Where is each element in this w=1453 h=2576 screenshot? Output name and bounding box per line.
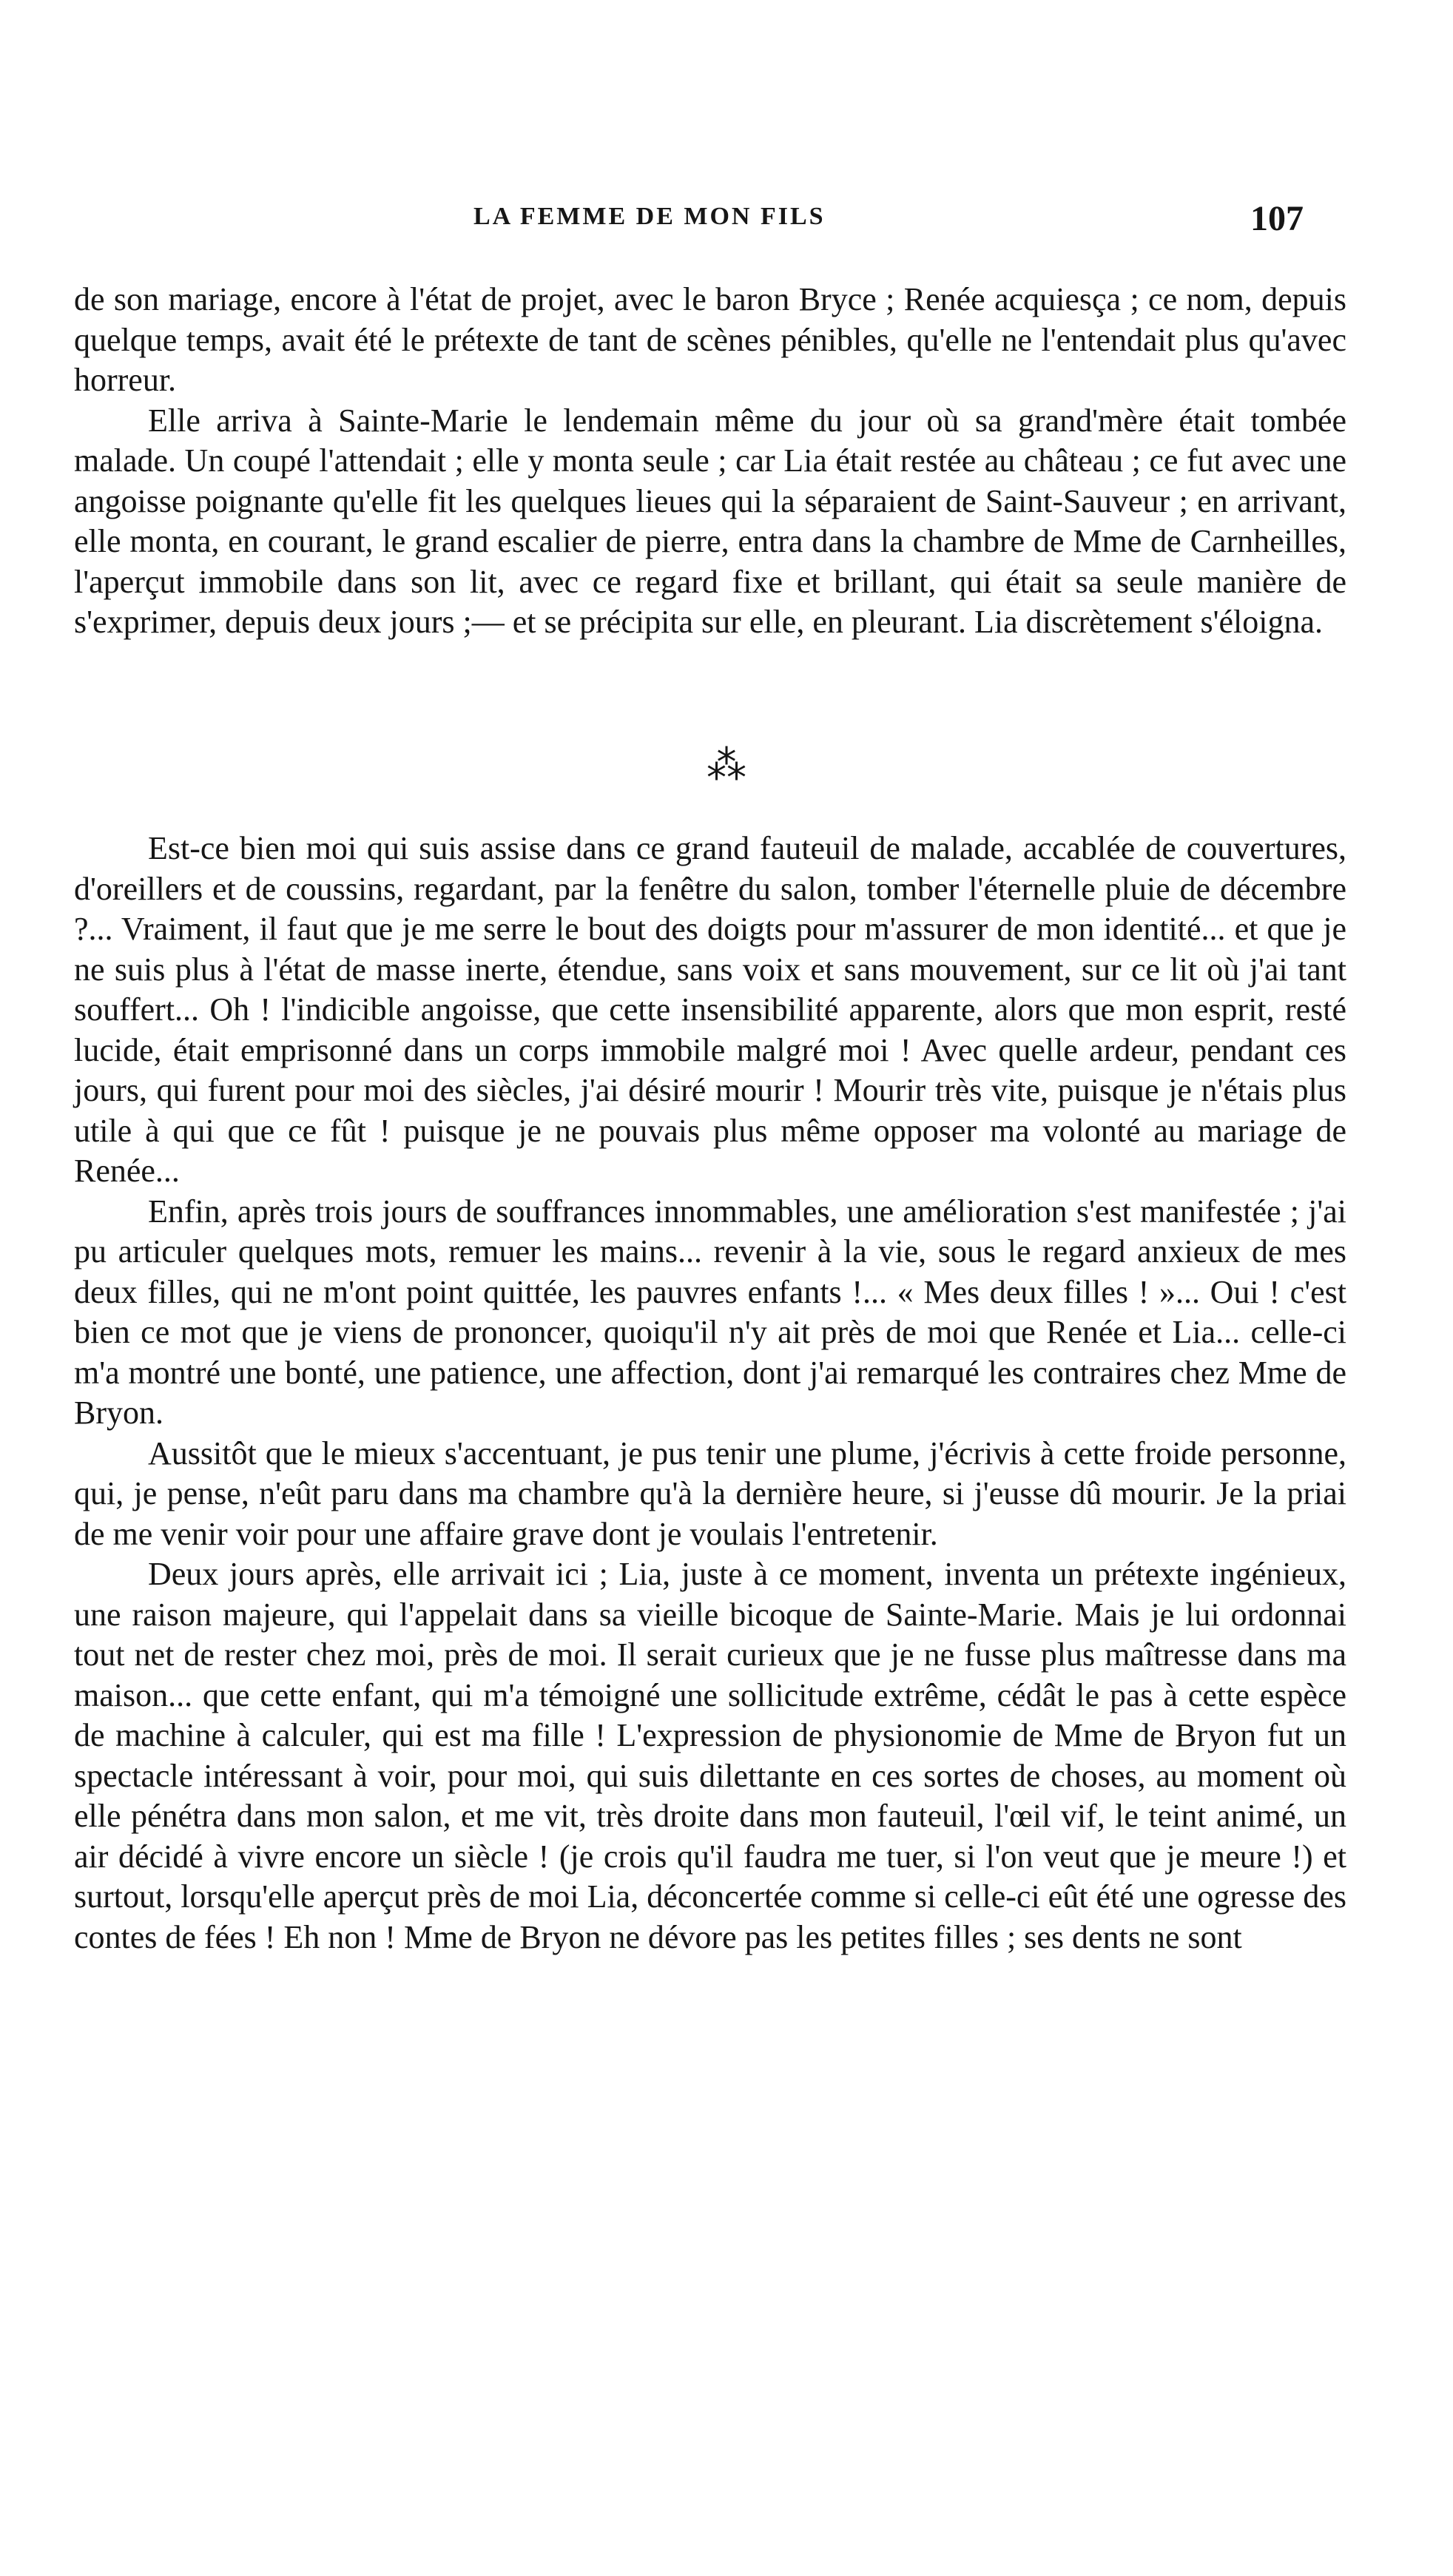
section-break-asterism: ⁂ [707, 744, 746, 788]
paragraph: Deux jours après, elle arrivait ici ; Lia, juste à ce moment, inventa un prétexte ingénieux, une raison majeure, qui l'appelait dans sa vieille bicoque de Sainte-Marie. Mais je lui ordonnai tout net de rester chez moi, près de moi. Il serait curieux que je ne fusse plus maîtresse dans ma maison... que cette enfant, qui m'a témoigné une sollicitude extrême, cédât le pas à cette espèce de machine à calculer, qui est ma fille ! L'expression de physionomie de Mme de Bryon fut un spectacle intéressant à voir, pour moi, qui suis dilettante en ces sortes de choses, au moment où elle pénétra dans mon salon, et me vit, très droite dans mon fauteuil, l'œil vif, le teint animé, un air décidé à vivre encore un siècle ! (je crois qu'il faudra me tuer, si l'on veut que je meure !) et surtout, lorsqu'elle aperçut près de moi Lia, déconcertée comme si celle-ci eût été une ogresse des contes de fées ! Eh non ! Mme de Bryon ne dévore pas les petites filles ; ses dents ne sont [74, 1556, 1346, 1955]
paragraph: Enfin, après trois jours de souffrances innommables, une amélioration s'est manifestée ; j'ai pu articuler quelques mots, remuer les mains... revenir à la vie, sous le regard anxieux de mes deux filles, qui ne m'ont point quittée, les pauvres enfants !... « Mes deux filles ! »... Oui ! c'est bien ce mot que je viens de prononcer, quoiqu'il n'y ait près de moi que Renée et Lia... celle-ci m'a montré une bonté, une patience, une affection, dont j'ai remarqué les contraires chez Mme de Bryon. [74, 1193, 1346, 1431]
paragraph: de son mariage, encore à l'état de projet, avec le baron Bryce ; Renée acquiesça ; ce nom, depuis quelque temps, avait été le prétexte de tant de scènes pénibles, qu'elle ne l'entendait plus qu'avec horreur. [74, 281, 1346, 398]
section-1-text [74, 280, 1346, 643]
running-title: LA FEMME DE MON FILS [473, 203, 826, 230]
section-2-text [74, 829, 1346, 1958]
running-head [0, 198, 1453, 243]
paragraph: Aussitôt que le mieux s'accentuant, je pus tenir une plume, j'écrivis à cette froide personne, qui, je pense, n'eût paru dans ma chambre qu'à la dernière heure, si j'eusse dû mourir. Je la priai de me venir voir pour une affaire grave dont je voulais l'entretenir. [74, 1434, 1346, 1552]
paragraph: Est-ce bien moi qui suis assise dans ce grand fauteuil de malade, accablée de couvertures, d'oreillers et de coussins, regardant, par la fenêtre du salon, tomber l'éternelle pluie de décembre ?... Vraiment, il faut que je me serre le bout des doigts pour m'assurer de mon identité... et que je ne suis plus à l'état de masse inerte, étendue, sans voix et sans mouvement, sur ce lit où j'ai tant souffert... Oh ! l'indicible angoisse, que cette insensibilité apparente, alors que mon esprit, resté lucide, était emprisonné dans un corps immobile malgré moi ! Avec quelle ardeur, pendant ces jours, qui furent pour moi des siècles, j'ai désiré mourir ! Mourir très vite, puisque je n'étais plus utile à qui que ce fût ! puisque je ne pouvais plus même opposer ma volonté au mariage de Renée... [74, 830, 1346, 1189]
paragraph: Elle arriva à Sainte-Marie le lendemain même du jour où sa grand'mère était tombée malade. Un coupé l'attendait ; elle y monta seule ; car Lia était restée au château ; ce fut avec une angoisse poignante qu'elle fit les quelques lieues qui la séparaient de Saint-Sauveur ; en arrivant, elle monta, en courant, le grand escalier de pierre, entra dans la chambre de Mme de Carnheilles, l'aperçut immobile dans son lit, avec ce regard fixe et brillant, qui était sa seule manière de s'exprimer, depuis deux jours ;— et se précipita sur elle, en pleurant. Lia discrètement s'éloigna. [74, 402, 1346, 640]
page-number: 107 [1250, 199, 1304, 238]
